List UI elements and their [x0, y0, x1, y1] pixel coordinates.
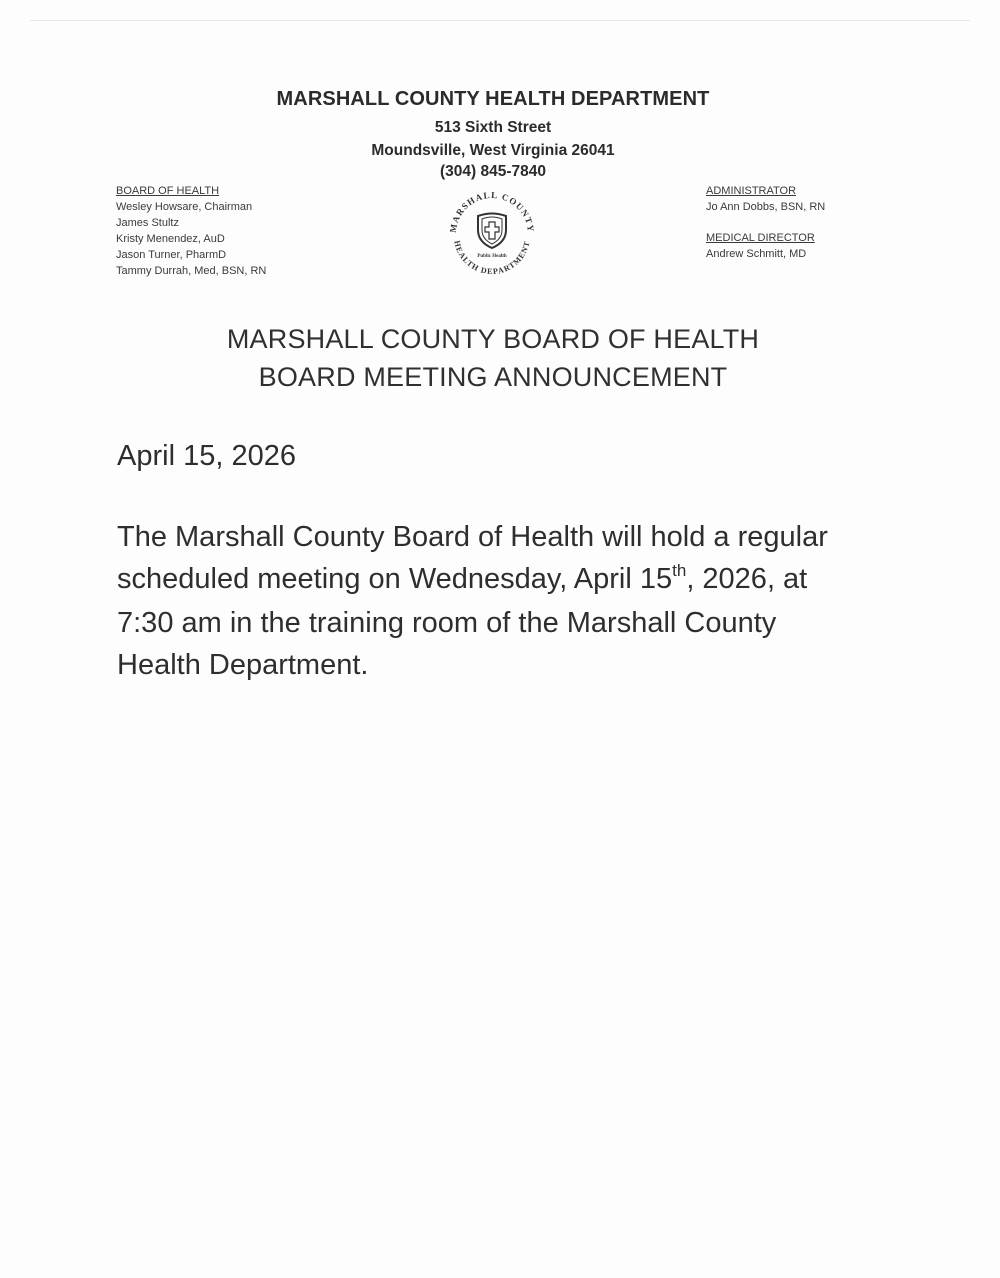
board-member: Kristy Menendez, AuD — [116, 233, 225, 245]
announcement-title: MARSHALL COUNTY BOARD OF HEALTH — [226, 324, 760, 354]
announcement-body — [117, 517, 877, 686]
board-member: Jason Turner, PharmD — [116, 249, 227, 261]
medical-director-name: Andrew Schmitt, MD — [706, 248, 807, 260]
body-line: The Marshall County Board of Health will hold a regular — [117, 521, 828, 553]
administrator-name: Jo Ann Dobbs, BSN, RN — [706, 201, 826, 213]
seal-bottom-text: HEALTH DEPARTMENT — [452, 239, 532, 277]
phone-number: (304) 845-7840 — [440, 163, 546, 180]
board-member: James Stultz — [116, 217, 179, 229]
department-name: MARSHALL COUNTY HEALTH DEPARTMENT — [276, 88, 710, 110]
board-heading: BOARD OF HEALTH — [116, 185, 220, 197]
body-line-text: , 2026, at — [686, 562, 808, 595]
medical-director-heading: MEDICAL DIRECTOR — [706, 232, 815, 244]
city-state-zip: Moundsville, West Virginia 26041 — [371, 142, 615, 159]
seal-top-text: MARSHALL COUNTY — [447, 189, 537, 234]
top-divider — [30, 20, 970, 21]
ordinal-suffix: th — [672, 560, 687, 580]
seal-center-text: Public Health — [477, 254, 507, 259]
body-line — [117, 559, 877, 604]
announcement-date: April 15, 2026 — [117, 440, 296, 472]
announcement-subtitle: BOARD MEETING ANNOUNCEMENT — [258, 362, 728, 392]
body-line: 7:30 am in the training room of the Marshall County — [117, 607, 777, 639]
board-of-health-list — [116, 183, 266, 279]
street-address: 513 Sixth Street — [434, 119, 552, 136]
staff-list — [706, 183, 825, 262]
administrator-heading: ADMINISTRATOR — [706, 185, 797, 197]
health-department-seal — [442, 184, 542, 280]
shield-cross-icon — [478, 214, 506, 249]
board-member: Tammy Durrah, Med, BSN, RN — [116, 265, 267, 277]
board-member: Wesley Howsare, Chairman — [116, 201, 253, 213]
body-line-text: scheduled meeting on Wednesday, April 15 — [117, 562, 673, 595]
body-line: Health Department. — [117, 648, 369, 681]
svg-text:MARSHALL COUNTY — [448, 190, 536, 233]
